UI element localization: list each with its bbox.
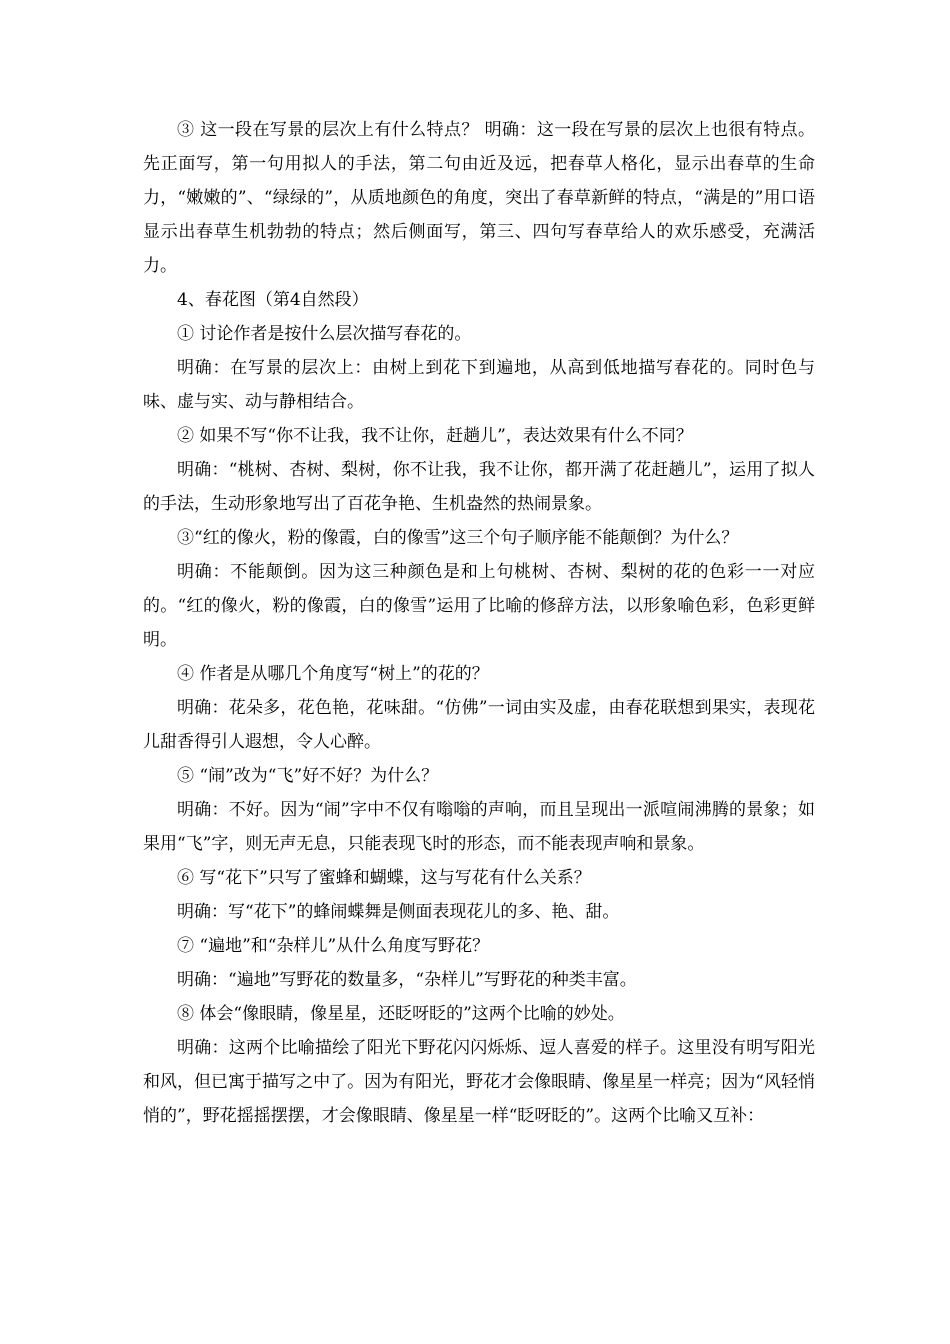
- answer-1: 明确：在写景的层次上：由树上到花下到遍地，从高到低地描写春花的。同时色与味、虚与实、动与静相结合。: [143, 358, 815, 412]
- answer-2: 明确：“桃树、杏树、梨树，你不让我，我不让你，都开满了花赶趟儿”，运用了拟人的手法，生动形象地写出了百花争艳、生机盎然的热闹景象。: [143, 460, 815, 514]
- question-7: ⑦ “遍地”和“杂样儿”从什么角度写野花？: [177, 936, 490, 956]
- answer-5: 明确：不好。因为“闹”字中不仅有嗡嗡的声响，而且呈现出一派喧闹沸腾的景象；如果用“飞”字，则无声无息，只能表现飞时的形态，而不能表现声响和景象。: [143, 800, 815, 854]
- question-1: ① 讨论作者是按什么层次描写春花的。: [177, 324, 472, 344]
- question-2: ② 如果不写“你不让我，我不让你，赶趟儿”，表达效果有什么不同？: [177, 426, 693, 446]
- answer-6: 明确：写“花下”的蜂闹蝶舞是侧面表现花儿的多、艳、甜。: [177, 902, 620, 922]
- paragraph-spring-grass-question-3: ③ 这一段在写景的层次上有什么特点？ 明确：这一段在写景的层次上也很有特点。先正面写，第一句用拟人的手法，第二句由近及远，把春草人格化，显示出春草的生命力，“嫩嫩的”、“绿绿的”，从质地颜色的角度，突出了春草新鲜的特点，“满是的”用口语显示出春草生机勃勃的特点；然后侧面写，第三、四句写春草给人的欢乐感受，充满活力。: [143, 120, 815, 276]
- question-5: ⑤ “闹”改为“飞”好不好？为什么？: [177, 766, 439, 786]
- answer-8: 明确：这两个比喻描绘了阳光下野花闪闪烁烁、逗人喜爱的样子。这里没有明写阳光和风，但已寓于描写之中了。因为有阳光，野花才会像眼睛、像星星一样亮；因为“风轻悄悄的”，野花摇摇摆摆，才会像眼睛、像星星一样“眨呀眨的”。这两个比喻又互补：: [143, 1038, 815, 1126]
- section-heading-spring-flowers: 4、春花图（第4自然段）: [177, 290, 369, 310]
- answer-3: 明确：不能颠倒。因为这三种颜色是和上句桃树、杏树、梨树的花的色彩一一对应的。“红的像火，粉的像霞，白的像雪”运用了比喻的修辞方法，以形象喻色彩，色彩更鲜明。: [143, 562, 815, 650]
- question-8: ⑧ 体会“像眼睛，像星星，还眨呀眨的”这两个比喻的妙处。: [177, 1004, 625, 1024]
- document-body: [143, 113, 815, 1133]
- question-6: ⑥ 写“花下”只写了蜜蜂和蝴蝶，这与写花有什么关系？: [177, 868, 591, 888]
- answer-4: 明确：花朵多，花色艳，花味甜。“仿佛”一词由实及虚，由春花联想到果实，表现花儿甜香得引人遐想，令人心醉。: [143, 698, 815, 752]
- question-3: ③“红的像火，粉的像霞，白的像雪”这三个句子顺序能不能颠倒？为什么？: [177, 528, 739, 548]
- answer-7: 明确：“遍地”写野花的数量多，“杂样儿”写野花的种类丰富。: [177, 970, 637, 990]
- question-4: ④ 作者是从哪几个角度写“树上”的花的？: [177, 664, 489, 684]
